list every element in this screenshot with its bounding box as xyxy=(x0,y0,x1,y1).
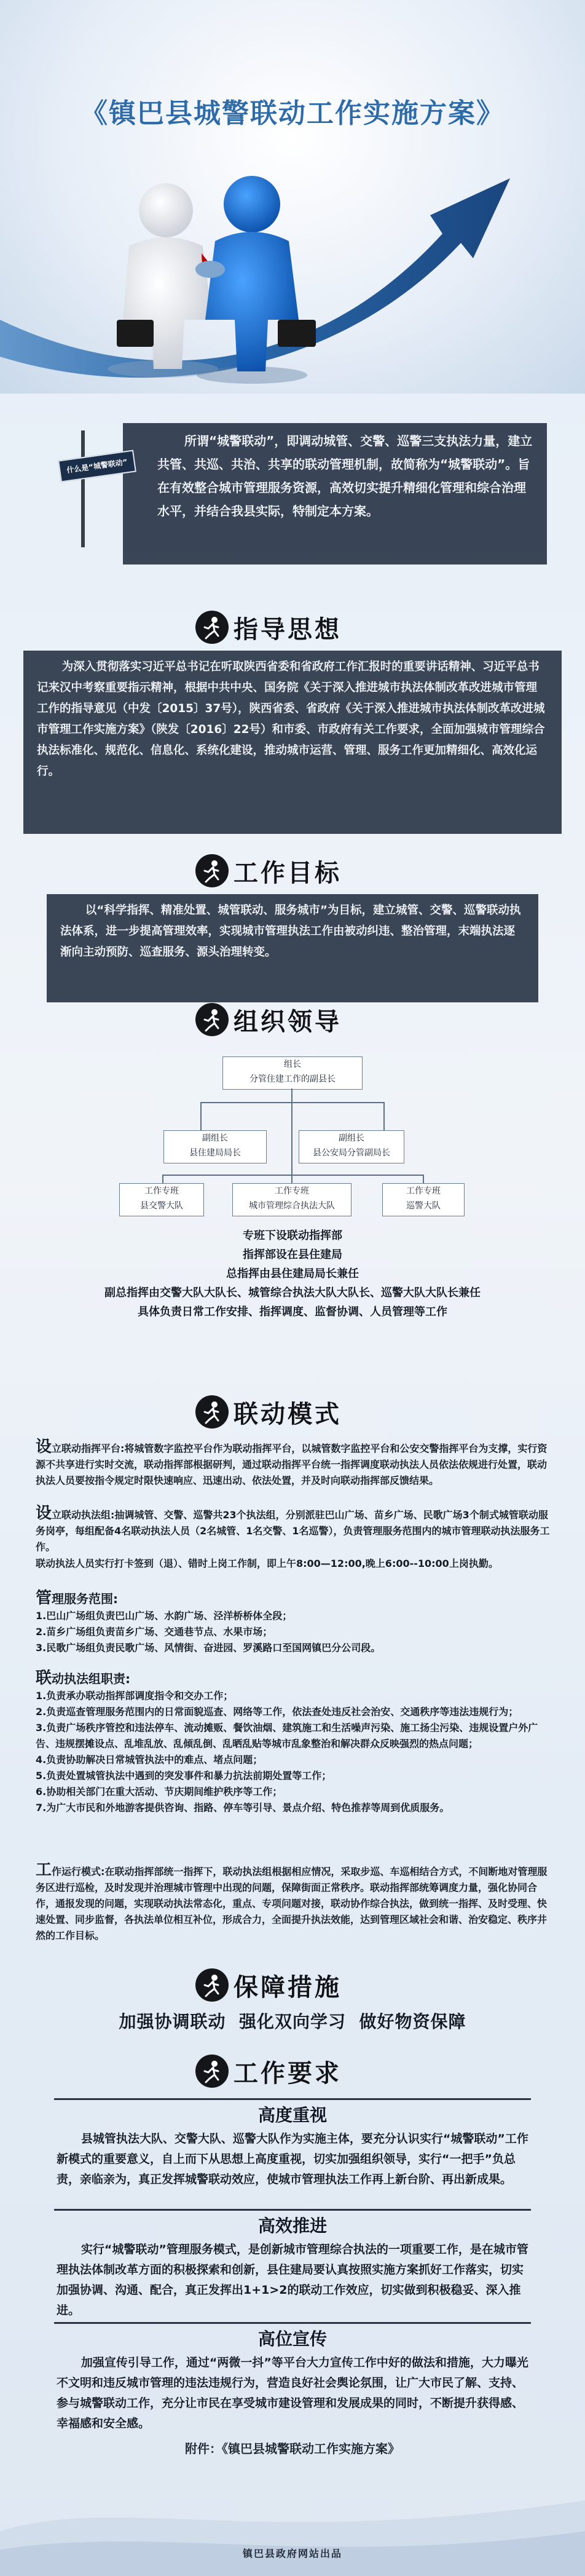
section-title: 保障措施 xyxy=(234,1972,342,2002)
req-body: 实行“城警联动”管理服务模式，是创新城市管理综合执法的一项重要工作，是在城市管理执法体制改革方面的积极探索和创新，县住建局要认真按照实施方案抓好工作落实，切实加强协调、沟通、配合，真正发挥出1+1>2的联动工作效应，切实做到积极稳妥、深入推进。 xyxy=(57,2243,528,2317)
command-text: 专班下设联动指挥部 指挥部设在县住建局 总指挥由县住建局局长兼任 副总指挥由交警大队大队长、城管综合执法大队大队长、巡警大队大队长兼任 具体负责日常工作安排、指挥调度、监督协调、人员管理等工作 xyxy=(104,1229,481,1318)
intro-card xyxy=(123,423,547,565)
section-heading-guiding xyxy=(195,609,342,646)
sign-text: 什么是“城警联动” xyxy=(66,458,128,475)
sign-pole xyxy=(81,430,85,547)
blue-figure xyxy=(197,176,316,384)
guiding-text: 为深入贯彻落实习近平总书记在听取陕西省委和省政府工作汇报时的重要讲话精神、习近平总书记来汉中考察重要指示精神，根据中共中央、国务院《关于深入推进城市执法体制改革改进城市管理工作的指导意见（中发〔2015〕37号），陕西省委、省政府《关于深入推进城市执法体制改革改进城市管理工作实施方案》（陕发〔2016〕22号）和市委、市政府有关工作要求，全面加强城市管理综合执法标准化、规范化、信息化、系统化建设，推动城市运营、管理、服务工作更加精细化、高效化运行。 xyxy=(37,660,545,778)
mode-platform: 设立联动指挥平台:将城管数字监控平台作为联动指挥平台，以城管数字监控平台和公安交警指挥平台为支撑，实行资源不共享进行实时交流，联动指挥部根据研判，通过联动指挥平台统一指挥调度联动执法人员依法依规进行处置，联动执法人员要按指令规定时限快速响应、迅速出动、依法处置，并及时向联动指挥部反馈结果。 xyxy=(36,1438,548,1486)
runner-icon xyxy=(195,854,229,887)
section-title: 工作目标 xyxy=(234,858,342,887)
section-title: 联动模式 xyxy=(234,1399,342,1429)
req-title: 高效推进 xyxy=(257,2216,327,2236)
white-figure xyxy=(108,183,218,378)
duty-item: 5.负责处置城管执法中遇到的突发事件和暴力抗法前期处置等工作； xyxy=(36,1770,332,1781)
runner-icon xyxy=(195,2055,229,2088)
req-title: 高度重视 xyxy=(257,2105,327,2125)
guiding-card xyxy=(23,651,562,834)
req-title: 高位宣传 xyxy=(257,2329,327,2349)
divider xyxy=(54,2322,531,2324)
goal-card xyxy=(47,894,538,1002)
duty-item: 3.负责广场秩序管控和违法停车、流动摊贩、餐饮油烟、建筑施工和生活噪声污染、施工扬尘污染、违规设置户外广告、违规摆摊设点、乱堆乱放、乱倾乱倒、乱晒乱贴等城市乱象整治和解决群众反映强烈的热点问题； xyxy=(36,1722,538,1750)
mode-operation: 工作运行模式:在联动指挥部统一指挥下，联动执法组根据相应情况，采取步巡、车巡相结合方式，不间断地对管理服务区进行巡检，及时发现并治理城市管理中出现的问题，保障街面正常秩序。联动指挥部统筹调度力量，强化协同合作，通报发现的问题，实现联动执法常态化，重点、专项问题对接，联动协作综合执法，做到统一指挥、及时受理、快速处置、同步监督，各执法单位相互补位，形成合力，全面提升执法效能，达到管理区域社会和谐、治安稳定、秩序井然的工作目标。 xyxy=(36,1861,548,1941)
section-title: 工作要求 xyxy=(234,2058,342,2088)
section-title: 指导思想 xyxy=(234,614,342,644)
scope-item: 1.巴山广场组负责巴山广场、水韵广场、泾洋桥桥体全段； xyxy=(36,1610,292,1622)
scope-item: 3.民歌广场组负责民歌广场、风情街、奋进园、罗溪路口至国网镇巴分公司段。 xyxy=(36,1642,381,1654)
mode-group: 设立联动执法组:抽调城管、交警、巡警共23个执法组，分别派驻巴山广场、苗乡广场、民歌广场3个制式城管联动服务岗亭，每组配备4名联动执法人员（2名城管、1名交警、1名巡警），负责管理服务范围内的城市管理联动执法服务工作。 xyxy=(36,1504,550,1553)
hero-banner xyxy=(0,0,585,394)
runner-icon xyxy=(195,1968,229,2002)
footer-text: 镇巴县政府网站出品 xyxy=(242,2548,342,2559)
req-body: 加强宣传引导工作，通过“两微一抖”等平台大力宣传工作中好的做法和措施，大力曝光不文明和违反城市管理的违法违规行为，营造良好社会舆论氛围，让广大市民了解、支持、参与城警联动工作，充分让市民在享受城市建设管理和发展成果的同时，不断提升获得感、幸福感和安全感。 xyxy=(57,2356,528,2430)
section-heading-req xyxy=(195,2053,342,2090)
section-heading-mode xyxy=(195,1393,342,1430)
req-body: 县城管执法大队、交警大队、巡警大队作为实施主体，要充分认识实行“城警联动”工作新模式的重要意义，自上而下从思想上高度重视，切实加强组织领导，实行“一把手”负总责，亲临亲为，真正发挥城警联动效应，使城市管理执法工作再上新台阶、再出新成果。 xyxy=(57,2132,528,2186)
org-box-patrol: 工作专班 巡警大队 xyxy=(382,1183,465,1216)
attachment-link[interactable]: 附件：《镇巴县城警联动工作实施方案》 xyxy=(185,2441,400,2456)
runner-icon xyxy=(195,1395,229,1429)
org-box-leader: 组长 分管住建工作的副县长 xyxy=(222,1056,363,1090)
divider xyxy=(54,2209,531,2211)
hero-illustration xyxy=(0,0,585,394)
duty-item: 4.负责协助解决日常城管执法中的难点、堵点问题； xyxy=(36,1754,263,1766)
intro-text: 所谓“城警联动”，即调动城管、交警、巡警三支执法力量，建立共管、共巡、共治、共享的联动管理机制，故简称为“城警联动”。旨在有效整合城市管理服务资源，高效切实提升精细化管理和综合治理水平，并结合我县实际，特制定本方案。 xyxy=(157,434,533,518)
duty-item: 1.负责承办联动指挥部调度指令和交办工作； xyxy=(36,1690,234,1702)
runner-icon xyxy=(195,611,229,644)
org-box-deputy-left: 副组长 县住建局局长 xyxy=(163,1130,267,1163)
runner-icon xyxy=(195,1003,229,1036)
org-box-deputy-right: 副组长 县公安局分管副局长 xyxy=(299,1130,404,1163)
mode-hours: 联动执法人员实行打卡签到（退）、错时上岗工作制，即上午8:00—12:00,晚上6:00--10:00上岗执勤。 xyxy=(36,1558,498,1569)
duty-item: 2.负责巡查管理服务范围内的日常面貌巡查、网络等工作，依法查处违反社会治安、交通秩序等违法违规行为； xyxy=(36,1706,519,1718)
org-box-traffic: 工作专班 县交警大队 xyxy=(119,1183,204,1216)
safeguard-text: 加强协调联动 强化双向学习 做好物资保障 xyxy=(119,2011,466,2032)
section-heading-safeguard xyxy=(195,1967,342,2003)
section-heading-org xyxy=(195,1001,342,1038)
divider xyxy=(54,2098,531,2100)
mode-duties: 联动执法组职责: 1.负责承办联动指挥部调度指令和交办工作； 2.负责巡查管理服务范围内的日常面貌巡查、网络等工作，依法查处违反社会治安、交通秩序等违法违规行为； 3.负责广场秩序管控和违法停车、流动摊贩、餐饮油烟、建筑施工和生活噪声污染、施工扬尘污染、违规设置户外广告、违规摆摊设点、乱堆乱放、乱倾乱倒、乱晒乱贴等城市乱象整治和解决群众反映强烈的热点问题； 4.负责协助解决日常城管执法中的难点、堵点问题； 5.负责处置城管执法中遇到的突发事件和暴力抗法前期处置等工作； 6.协助相关部门在重大活动、节庆期间维护秩序等工作； 7.为广大市民和外地游客提供咨询、指路、停车等引导、景点介绍、特色推荐等周到优质服务。 xyxy=(36,1670,553,1816)
page-title: 《镇巴县城警联动工作实施方案》 xyxy=(80,98,505,129)
duty-item: 6.协助相关部门在重大活动、节庆期间维护秩序等工作； xyxy=(36,1786,283,1797)
section-heading-goal xyxy=(195,852,342,889)
scope-item: 2.苗乡广场组负责苗乡广场、交通巷节点、水果市场； xyxy=(36,1626,273,1638)
goal-text: 以“科学指挥、精准处置、城管联动、服务城市”为目标，建立城管、交警、巡警联动执法体系，进一步提高管理效率，实现城市管理执法工作由被动纠违、整治管理，末端执法逐渐向主动预防、巡查服务、源头治理转变。 xyxy=(60,904,521,959)
duty-item: 7.为广大市民和外地游客提供咨询、指路、停车等引导、景点介绍、特色推荐等周到优质服务。 xyxy=(36,1802,450,1813)
section-title: 组织领导 xyxy=(234,1007,342,1036)
mode-scope: 管理服务范围: 1.巴山广场组负责巴山广场、水韵广场、泾洋桥桥体全段； 2.苗乡广场组负责苗乡广场、交通巷节点、水果市场； 3.民歌广场组负责民歌广场、风情街、奋进园、罗溪路口至国网镇巴分公司段。 xyxy=(36,1590,553,1656)
org-box-urban: 工作专班 城市管理综合执法大队 xyxy=(232,1183,351,1216)
handshake xyxy=(195,261,225,278)
